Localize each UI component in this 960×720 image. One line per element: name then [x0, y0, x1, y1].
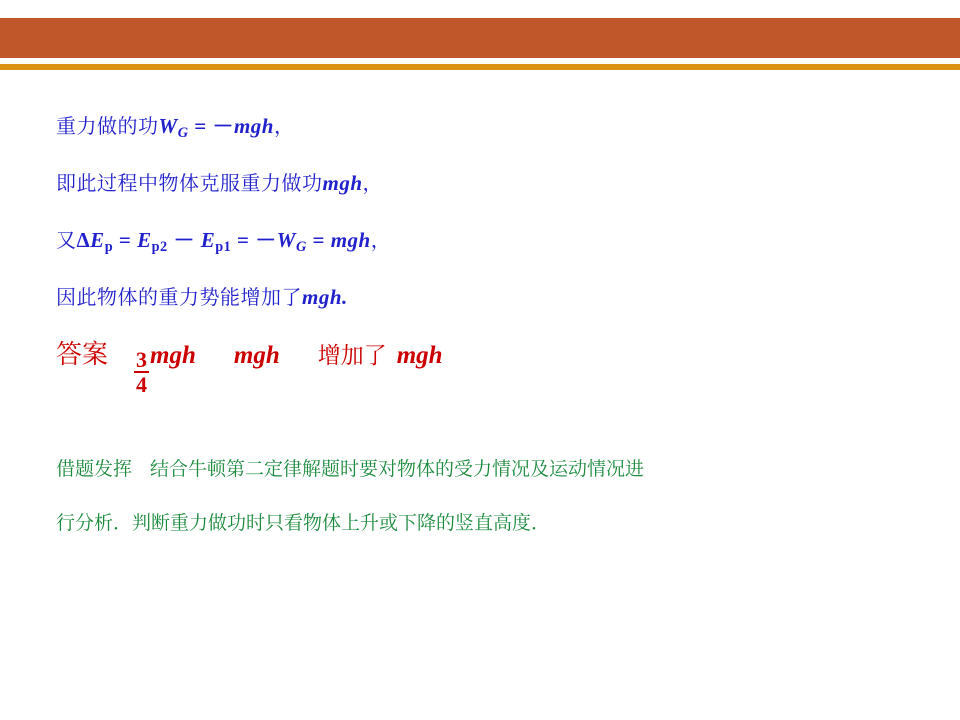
fraction-three-quarters [134, 348, 149, 396]
line-1-chinese: 重力做的功 [56, 114, 159, 138]
line-2-chinese: 即此过程中物体克服重力做功 [56, 171, 323, 195]
slide-content [0, 70, 960, 720]
line-3-comma: ， [370, 228, 392, 252]
answer-row [56, 334, 443, 398]
text-line-1: 重力做的功$W_G = -mgh$， [56, 114, 295, 142]
text-line-4: 因此物体的重力势能增加了mgh. [56, 285, 348, 309]
line-1-comma: ， [273, 114, 295, 138]
fraction-numerator: 3 [136, 347, 148, 372]
answer-term-1: mgh [150, 342, 196, 369]
answer-chinese-text: 增加了 [317, 343, 387, 369]
text-line-3: 又$\Delta E_p = E_{p2} - E_{p1} = -W_G$ = mgh， [56, 228, 392, 256]
line-4-chinese: 因此物体的重力势能增加了 [56, 285, 302, 309]
text-line-2: 即此过程中物体克服重力做功mgh， [56, 171, 384, 195]
line-2-comma: ， [362, 171, 384, 195]
answer-label: 答案 [56, 340, 109, 370]
note-body-line-2-wrap [56, 508, 550, 535]
top-decorative-band [0, 18, 960, 58]
answer-term-3: mgh [396, 342, 443, 369]
note-title: 借题发挥 [56, 458, 133, 480]
line-3-chinese: 又 [56, 228, 77, 252]
answer-term-2: mgh [233, 342, 280, 369]
note-body-line-2: 行分析．判断重力做功时只看物体上升或下降的竖直高度． [56, 512, 551, 534]
note-block [56, 460, 916, 479]
fraction-denominator: 4 [136, 372, 148, 398]
note-body-line-1: 结合牛顿第二定律解题时要对物体的受力情况及运动情况进 [150, 458, 645, 480]
